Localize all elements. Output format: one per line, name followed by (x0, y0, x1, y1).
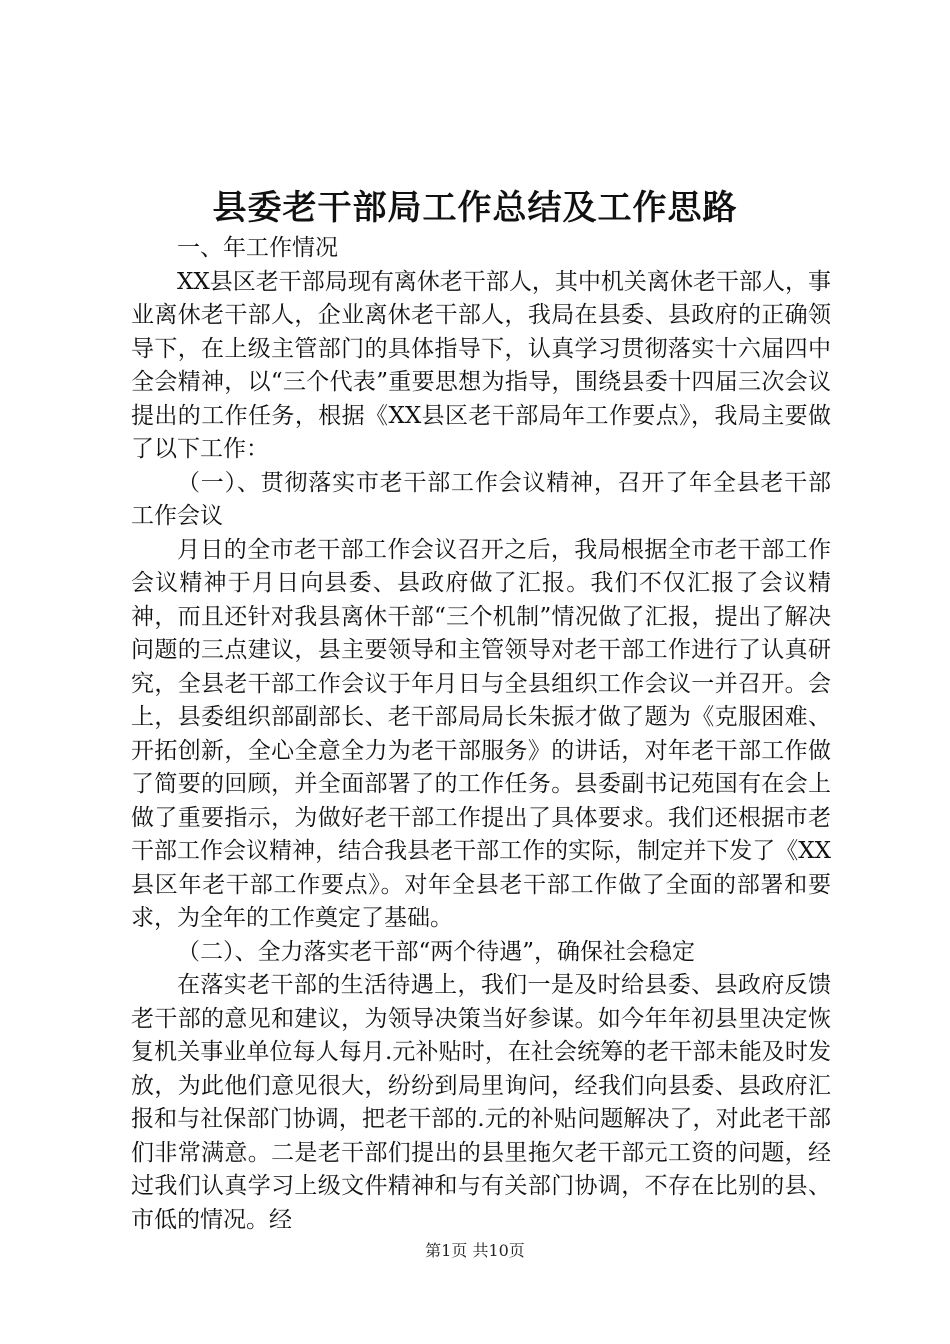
section-heading: 一、年工作情况 (177, 235, 338, 261)
subsection-heading: （二）、全力落实老干部“两个待遇”，确保社会稳定 (177, 938, 696, 965)
body-paragraph: XX县区老干部局现有离休老干部人，其中机关离休老干部人，事业离休老干部人，企业离休老干部人，我局在县委、县政府的正确领导下，在上级主管部门的具体指导下，认真学习贯彻落实十六届四中全会精神，以“三个代表”重要思想为指导，围绕县委十四届三次会议提出的工作任务，根据《XX县区老干部局年工作要点》，我局主要做了以下工作： (131, 268, 831, 462)
document-title: 县委老干部局工作总结及工作思路 (212, 188, 738, 228)
page-footer: 第1页 共10页 (425, 1241, 525, 1260)
body-paragraph: 月日的全市老干部工作会议召开之后，我局根据全市老干部工作会议精神于月日向县委、县政府做了汇报。我们不仅汇报了会议精神，而且还针对我县离休干部“三个机制”情况做了汇报，提出了解决问题的三点建议，县主要领导和主管领导对老干部工作进行了认真研究，全县老干部工作会议于年月日与全县组织工作会议一并召开。会上，县委组织部副部长、老干部局局长朱振才做了题为《克服困难、开拓创新，全心全意全力为老干部服务》的讲话，对年老干部工作做了简要的回顾，并全面部署了的工作任务。县委副书记苑国有在会上做了重要指示，为做好老干部工作提出了具体要求。我们还根据市老干部工作会议精神，结合我县老干部工作的实际，制定并下发了《XX县区年老干部工作要点》。对年全县老干部工作做了全面的部署和要求，为全年的工作奠定了基础。 (131, 536, 831, 931)
body-paragraph: 在落实老干部的生活待遇上，我们一是及时给县委、县政府反馈老干部的意见和建议，为领导决策当好参谋。如今年年初县里决定恢复机关事业单位每人每月.元补贴时，在社会统筹的老干部未能及时发放，为此他们意见很大，纷纷到局里询问，经我们向县委、县政府汇报和与社保部门协调，把老干部的.元的补贴问题解决了，对此老干部们非常满意。二是老干部们提出的县里拖欠老干部元工资的问题，经过我们认真学习上级文件精神和与有关部门协调，不存在比别的县、市低的情况。经 (131, 972, 831, 1233)
document-body (131, 232, 831, 1237)
subsection-heading: （一）、贯彻落实市老干部工作会议精神，召开了年全县老干部工作会议 (131, 469, 831, 529)
